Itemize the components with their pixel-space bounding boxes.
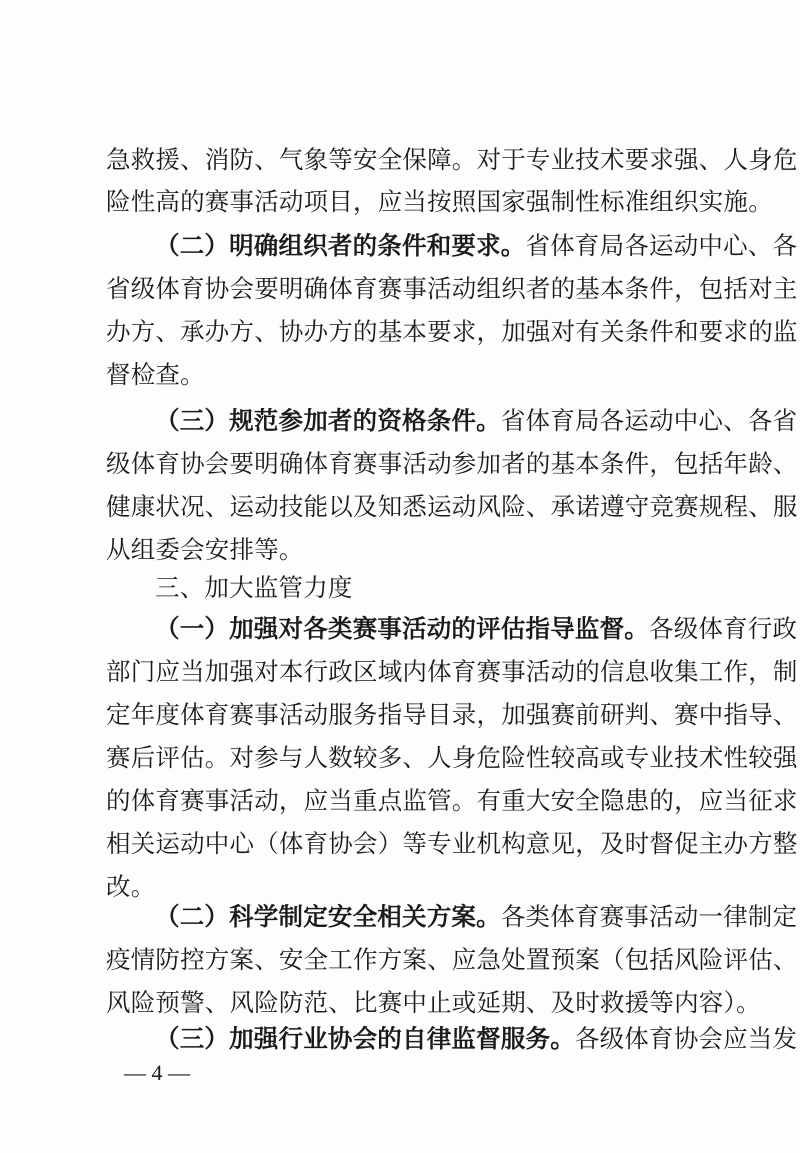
body-line: 健康状况、运动技能以及知悉运动风险、承诺遵守竞赛规程、服 [106, 492, 798, 521]
body-line: 督检查。 [106, 360, 205, 389]
body-line: 赛后评估。对参与人数较多、人身危险性较高或专业技术性较强 [106, 743, 798, 772]
paragraph-first-line: （三）规范参加者的资格条件。省体育局各运动中心、各省 [155, 406, 798, 435]
paragraph-lead-bold: （二）科学制定安全相关方案。 [155, 902, 501, 931]
body-line: 定年度体育赛事活动服务指导目录，加强赛前研判、赛中指导、 [106, 700, 798, 729]
section-heading: 三、加大监管力度 [155, 573, 353, 602]
body-line: 从组委会安排等。 [106, 535, 304, 564]
paragraph-first-line: （二）科学制定安全相关方案。各类体育赛事活动一律制定 [155, 902, 798, 931]
body-line: 省级体育协会要明确体育赛事活动组织者的基本条件，包括对主 [106, 274, 798, 303]
body-line: 风险预警、风险防范、比赛中止或延期、及时救援等内容）。 [106, 988, 761, 1017]
paragraph-lead-bold: （三）规范参加者的资格条件。 [155, 406, 501, 435]
body-line: 级体育协会要明确体育赛事活动参加者的基本条件，包括年龄、 [106, 449, 798, 478]
paragraph-lead-bold: （二）明确组织者的条件和要求。 [155, 231, 526, 260]
body-line: 相关运动中心（体育协会）等专业机构意见，及时督促主办方整 [106, 829, 798, 858]
body-line: 急救援、消防、气象等安全保障。对于专业技术要求强、人身危 [106, 145, 798, 174]
paragraph-lead-bold: （三）加强行业协会的自律监督服务。 [155, 1024, 575, 1053]
body-line: 险性高的赛事活动项目，应当按照国家强制性标准组织实施。 [106, 187, 773, 216]
body-line: 疫情防控方案、安全工作方案、应急处置预案（包括风险评估、 [106, 945, 798, 974]
paragraph-first-line: （三）加强行业协会的自律监督服务。各级体育协会应当发 [155, 1024, 798, 1053]
page-number: — 4 — [124, 1060, 190, 1085]
body-line: 改。 [106, 872, 156, 901]
paragraph-first-line: （二）明确组织者的条件和要求。省体育局各运动中心、各 [155, 231, 798, 260]
paragraph-first-line: （一）加强对各类赛事活动的评估指导监督。各级体育行政 [155, 614, 798, 643]
body-line: 的体育赛事活动，应当重点监管。有重大安全隐患的，应当征求 [106, 786, 798, 815]
body-line: 办方、承办方、协办方的基本要求，加强对有关条件和要求的监 [106, 317, 798, 346]
body-line: 部门应当加强对本行政区域内体育赛事活动的信息收集工作，制 [106, 657, 798, 686]
paragraph-lead-bold: （一）加强对各类赛事活动的评估指导监督。 [155, 614, 649, 643]
